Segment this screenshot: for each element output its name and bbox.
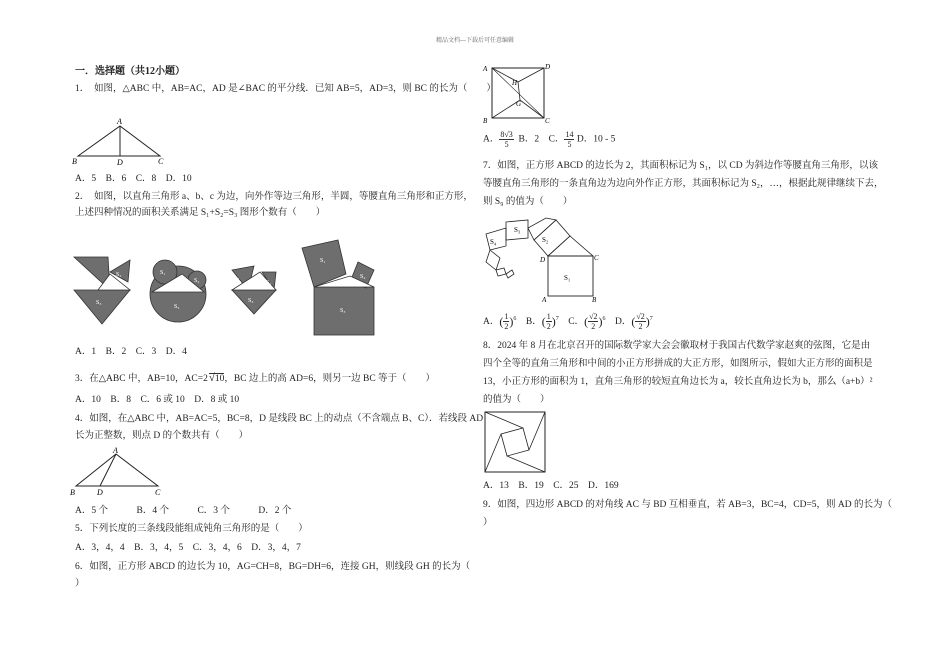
q7-label-s4: S₄	[490, 238, 497, 246]
q2-f4-s3: S₃	[340, 308, 346, 314]
q8-line1: 8．2024 年 8 月在北京召开的国际数学家大会会徽取材于我国古代数学家赵爽的弦图，它是由	[483, 341, 871, 351]
q6-options	[483, 130, 615, 149]
q6-opt-a-num: 8√3	[500, 130, 513, 139]
q7-opt-c-den: 2	[591, 322, 596, 331]
q7-opt-d: D．( $\frac{√2}{2}$ )$^7$	[614, 312, 653, 331]
q7-opt-b: B．( $\frac{1}{2}$ )$^7$	[525, 312, 559, 331]
q2-f3-s2: S₂	[266, 280, 272, 286]
q4-line2: 长为正整数，则点 D 的个数共有（ ）	[75, 431, 249, 441]
q7-opt-b-den: 2	[546, 322, 551, 331]
q7-label-a: A	[542, 296, 547, 304]
q4-label-c: C	[155, 488, 161, 497]
page-header: 精品文档---下载后可任意编辑	[436, 38, 514, 44]
q7-opt-c-exp: 6	[602, 315, 606, 322]
q6-opt-c-den: 5	[567, 140, 572, 149]
q8-line2: 四个全等的直角三角形和中间的小正方形拼成的大正方形，如图所示，假如大正方形的面积是	[483, 359, 873, 369]
q6-label-g: G	[516, 100, 522, 108]
q3-sqrt-value: 10	[214, 374, 225, 384]
q2-f1-s1: S₁	[82, 270, 88, 276]
q2-f2-s2: S₂	[194, 278, 200, 284]
section-title: 一．选择题（共12小题）	[75, 66, 185, 77]
q7-options	[483, 312, 653, 331]
q4-line1: 4．如图，在△ABC 中，AB=AC=5，BC=8，D 是线段 BC 上的动点（不含端点 B、C）．若线段 AD	[75, 414, 484, 424]
q7-opt-d-num: √2	[636, 312, 645, 321]
q7-line1: 7．如图，正方形 ABCD 的边长为 2，其面积标记为 S₁，以 CD 为斜边作等腰直角三角形，以该	[483, 161, 878, 171]
q2-f4-s2: S₂	[360, 274, 366, 280]
q7-opt-a-den: 2	[504, 322, 509, 331]
q7-opt-b-exp: 7	[555, 315, 559, 322]
q6-figure	[480, 62, 552, 124]
q6-opt-a-label: A．	[483, 134, 500, 145]
q2-line2: 上述四种情况的面积关系满足 S₁+S₂=S₃ 图形个数有（ ）	[75, 208, 326, 218]
q8-figure	[483, 410, 547, 474]
q4-label-b: B	[70, 488, 75, 497]
q7-opt-b-label: B．	[525, 316, 542, 327]
q1-label-c: C	[158, 157, 164, 166]
q7-opt-c: C．( $\frac{√2}{2}$ )$^6$	[568, 312, 606, 331]
q4-label-a: A	[113, 446, 118, 455]
q6-label-a: A	[483, 65, 488, 73]
q3-text	[75, 372, 435, 386]
q8-line4: 的值为（ ）	[483, 395, 550, 405]
q1-figure	[70, 118, 170, 168]
q6-label-b: B	[483, 117, 488, 125]
q2-options: A．1 B．2 C．3 D．4	[75, 347, 187, 357]
q7-opt-d-den: 2	[638, 322, 643, 331]
q4-options: A．5 个 B．4 个 C．3 个 D．2 个	[75, 506, 292, 516]
q6-opt-d: D．10 - 5	[576, 134, 616, 145]
q6-line1: 6．如图，正方形 ABCD 的边长为 10，AG=CH=8，BG=DH=6，连接 GH，则线段 GH 的长为（	[75, 562, 471, 572]
q1-label-a: A	[117, 117, 122, 126]
q2-f1-s3: S₃	[96, 300, 102, 306]
q7-line2: 等腰直角三角形的一条直角边为边向外作正方形，其面积标记为 S₂，…，根据此规律继续下去，	[483, 179, 884, 189]
q2-f3-s1: S₁	[236, 278, 242, 284]
q6-opt-bc: B．2 C．	[518, 134, 565, 145]
q1-label-b: B	[72, 157, 77, 166]
q2-figures	[70, 232, 390, 340]
q6-opt-c-frac	[564, 130, 574, 149]
q6-label-h: H	[512, 79, 518, 87]
q7-label-s2: S₂	[542, 236, 549, 244]
q1-text: 1． 如图，△ABC 中，AB=AC，AD 是∠BAC 的平分线．已知 AB=5，AD=3，则 BC 的长为（ ）	[75, 84, 496, 94]
q8-options: A．13 B．19 C．25 D．169	[483, 481, 619, 491]
q7-opt-c-label: C．	[568, 316, 585, 327]
q7-opt-d-label: D．	[614, 316, 632, 327]
q8-line3: 13，小正方形的面积为 1，直角三角形的较短直角边长为 a，较长直角边长为 b，那么（a+b）²	[483, 377, 873, 387]
q7-opt-a-exp: 6	[513, 315, 517, 322]
q4-figure	[70, 448, 170, 500]
q1-label-d: D	[117, 158, 123, 167]
q9-line2: ）	[483, 518, 493, 528]
q3-options: A．10 B．8 C．6 或 10 D．8 或 10	[75, 395, 240, 405]
q7-line3: 则 S₉ 的值为（ ）	[483, 197, 573, 207]
q5-options: A．3，4，4 B．3，4，5 C．3，4，6 D．3，4，7	[75, 543, 301, 553]
q7-label-s3: S₃	[514, 226, 521, 234]
q7-opt-c-num: √2	[589, 312, 598, 321]
q7-label-d: D	[540, 256, 546, 264]
q4-label-d: D	[97, 488, 103, 497]
q3-text-post: ，BC 边上的高 AD=6，则另一边 BC 等于（ ）	[224, 374, 436, 384]
q6-opt-c-num: 14	[565, 130, 574, 139]
q2-f4-s1: S₁	[320, 258, 326, 264]
q7-opt-b-num: 1	[546, 312, 551, 321]
q6-opt-a-den: 5	[504, 140, 509, 149]
q7-label-c: C	[594, 254, 599, 262]
q7-opt-a-num: 1	[504, 312, 509, 321]
q1-options: A．5 B．6 C．8 D．10	[75, 174, 192, 184]
q3-sqrt: √10	[208, 372, 225, 384]
q2-f2-s1: S₁	[160, 270, 166, 276]
q9-line1: 9．如图，四边形 ABCD 的对角线 AC 与 BD 互相垂直，若 AB=3，BC=4，CD=5，则 AD 的长为（	[483, 500, 893, 510]
q5-text: 5．下列长度的三条线段能组成钝角三角形的是（ ）	[75, 524, 308, 534]
q7-figure	[478, 214, 608, 304]
q2-f3-s3: S₃	[248, 298, 254, 304]
q6-opt-a-frac	[499, 130, 513, 149]
q6-label-c: C	[545, 117, 550, 125]
q2-line1: 2． 如图，以直角三角形 a、b、c 为边，向外作等边三角形，半圆，等腰直角三角形和正方形，	[75, 192, 473, 202]
q7-label-s1: S₁	[564, 274, 571, 282]
q7-label-b: B	[592, 296, 597, 304]
q2-f1-s2: S₂	[116, 272, 122, 278]
q6-label-d: D	[545, 63, 551, 71]
q7-opt-d-exp: 7	[649, 315, 653, 322]
q7-opt-a: A．( $\frac{1}{2}$ )$^6$	[483, 312, 517, 331]
q2-f2-s3: S₃	[174, 304, 180, 310]
q7-opt-a-label: A．	[483, 316, 500, 327]
q6-line2: ）	[75, 579, 85, 589]
q3-text-pre: 3．在△ABC 中，AB=10，AC=2	[75, 374, 208, 384]
